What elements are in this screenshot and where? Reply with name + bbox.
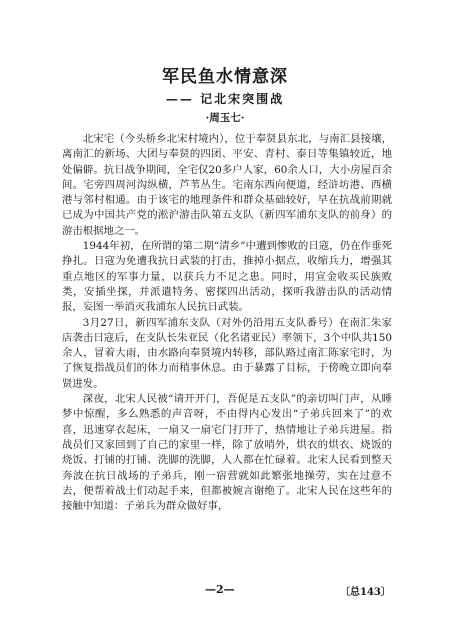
document-title: 军民鱼水情意深 xyxy=(162,67,288,87)
paragraph: 1944年初，在所谓的第二期“清乡”中遭到惨败的日寇，仍在作垂死挣扎。日寇为免遭我抗日武装的打击，推掉小据点，收缩兵力，增强其重点地区的军事力量，以获兵力不足之患。同时，用宣金收买民族败类，安插坐探，并派遣特务、密探四出活动，探听我游击队的活动情报，妄图一举消灭我浦东人民抗日武装。 xyxy=(62,240,392,314)
page-footer xyxy=(0,583,450,599)
paragraph: 深夜，北宋人民被“请开开门，吾伲是五支队”的亲切叫门声，从睡梦中惊醒，多么熟悉的声音呀，不由得内心发出“子弟兵回来了”的欢喜，迅速穿衣起床，一扇又一扇宅门打开了，热情地让子弟兵进屋。指战员们又家回到了自己的家里一样，除了放哨外，烘衣的烘衣、烧饭的烧饭、打铺的打铺、洗脚的洗脚，人人都在忙碌着。北宋人民看到整天奔波在抗日战场的子弟兵，刚一宿营就如此繁张地操劳，实在过意不去，便帮着战士们动起手来，但都被婉言谢绝了。北宋人民在这些年的接触中知道：子弟兵为群众做好事， xyxy=(62,393,392,513)
paragraph: 3月27日，新四军浦东支队（对外仍沿用五支队番号）在南汇朱家店袭击日寇后，在支队长朱亚民（化名诸亚民）率领下，3个中队共150余人，冒着大雨，由水路向奉贤境内转移，部队路过南汇陈家宅时，为了恢复指战员们的体力而稍事休息。由于暴露了目标，于傍晚立即向奉贤进发。 xyxy=(62,316,392,390)
archive-stamp: 〔总143〕 xyxy=(340,587,391,598)
page-number: —2— xyxy=(205,583,235,596)
author-line: ·周玉七· xyxy=(205,112,245,124)
article-body xyxy=(62,132,392,514)
document-subtitle: —— 记北宋突围战 xyxy=(165,92,285,106)
paragraph: 北宋宅（今头桥乡北宋村境内），位于奉贤县东北，与南汇县接壤，离南汇的新场、大团与奉贤的四团、平安、青村、泰日等集镇较近，地处偏僻。抗日战争期间，全宅仅20多户人家，60余人口，大小房屋百余间。宅旁四周河沟纵横，芦苇丛生。宅南东西向便道，经浒坊港、西横港与邻村相通。由于该宅的地理条件和群众基础较好，早在抗战前期就已成为中国共产党的淞沪游击队第五支队（新四军浦东支队的前身）的游击根据地之一。 xyxy=(62,133,392,237)
